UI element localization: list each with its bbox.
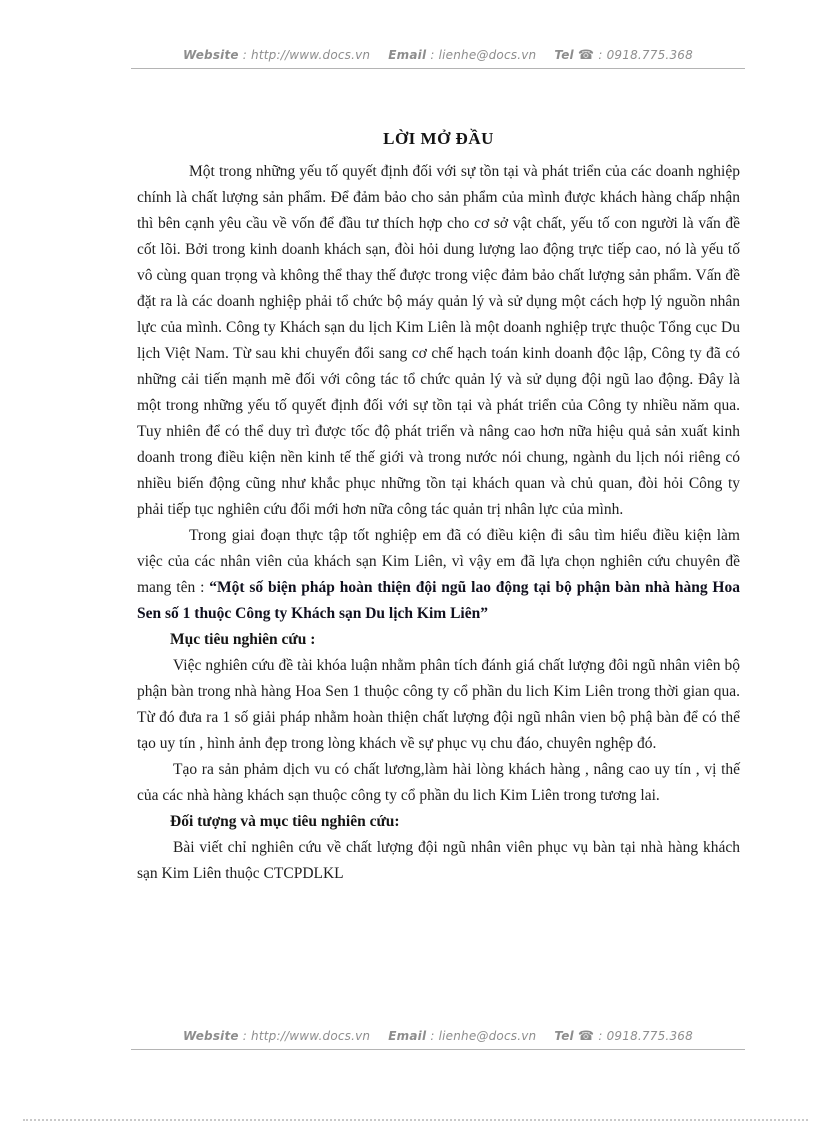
paragraph-intro: Một trong những yếu tố quyết định đối với sự tồn tại và phát triển của các doanh nghiệp chính là chất lượng sản phẩm. Để đảm bảo cho sản phẩm của mình được khách hàng chấp nhận thì bên cạnh yêu cầu về vốn để đầu tư thích hợp cho cơ sở vật chất, yếu tố con người là vấn đề cốt lõi. Bởi trong kinh doanh khách sạn, đòi hỏi dung lượng lao động trực tiếp cao, nó là yếu tố vô cùng quan trọng và không thể thay thế được trong việc đảm bảo chất lượng sản phẩm. Vấn đề đặt ra là các doanh nghiệp phải tổ chức bộ máy quản lý và sử dụng một cách hợp lý nguồn nhân lực của mình. Công ty Khách sạn du lịch Kim Liên là một doanh nghiệp trực thuộc Tổng cục Du lịch Việt Nam. Từ sau khi chuyển đổi sang cơ chế hạch toán kinh doanh độc lập, Công ty đã có những cải tiến mạnh mẽ đối với công tác tổ chức quản lý và sử dụng đội ngũ lao động. Đây là một trong những yếu tố quyết định đối với sự tồn tại và phát triển của Công ty nhiều năm qua. Tuy nhiên để có thể duy trì được tốc độ phát triển và nâng cao hơn nữa hiệu quả sản xuất kinh doanh trong điều kiện nền kinh tế thế giới và trong nước nói chung, ngành du lịch nói riêng có nhiều biến động cũng như khắc phục những tồn tại khách quan và chủ quan, đòi hỏi Công ty phải tiếp tục nghiên cứu đổi mới hơn nữa công tác quản trị nhân lực của mình.: [137, 163, 740, 518]
footer-tel-number: : 0918.775.368: [598, 1029, 693, 1043]
telephone-icon: ☎: [577, 48, 595, 63]
paragraph-muc-tieu-1: Việc nghiên cứu đề tài khóa luận nhằm phân tích đánh giá chất lượng đôi ngũ nhân viên bộ phận bàn trong nhà hàng Hoa Sen 1 thuộc công ty cổ phần du lich Kim Liên trong thời gian qua. Từ đó đưa ra 1 số giải pháp nhằm hoàn thiện chất lượng đội ngũ nhân vien bộ phậ bàn để có thể tạo uy tín , hình ảnh đẹp trong lòng khách về sự phục vụ chu đáo, chuyên nghệp đó.: [137, 657, 740, 752]
document-body: [137, 126, 740, 887]
page-header: [131, 48, 745, 69]
paragraph-topic: [137, 523, 740, 627]
footer-email-value: : lienhe@docs.vn: [430, 1029, 537, 1043]
header-email-label: Email: [388, 48, 427, 62]
page-title: LỜI MỞ ĐẦU: [383, 129, 494, 148]
heading-doi-tuong: Đối tượng và mục tiêu nghiên cứu:: [170, 813, 400, 830]
paragraph-doi-tuong: Bài viết chỉ nghiên cứu về chất lượng đội ngũ nhân viên phục vụ bàn tại nhà hàng khách sạn Kim Liên thuộc CTCPDLKL: [137, 839, 740, 882]
scan-edge-dotted-line: [23, 1119, 808, 1121]
footer-tel-label: Tel: [554, 1029, 574, 1043]
paragraph-topic-prefix: Trong giai đoạn thực tập tốt nghiệp em đã có điều kiện đi sâu tìm hiểu điều kiện làm việc của các nhân viên của khách sạn Kim Liên, vì vậy em đã lựa chọn nghiên cứu chuyên đề mang tên :: [137, 527, 740, 596]
footer-website-label: Website: [183, 1029, 239, 1043]
footer-website-url: : http://www.docs.vn: [242, 1029, 371, 1043]
page-footer: [131, 1029, 745, 1050]
header-website-label: Website: [183, 48, 239, 62]
heading-muc-tieu: Mục tiêu nghiên cứu :: [170, 631, 316, 648]
thesis-title-bold-run: “Một số biện pháp hoàn thiện đội ngũ lao động tại bộ phận bàn nhà hàng Hoa Sen số 1 thuộc Công ty Khách sạn Du lịch Kim Liên”: [137, 579, 740, 622]
footer-email-label: Email: [388, 1029, 427, 1043]
telephone-icon: ☎: [577, 1029, 595, 1044]
header-tel-number: : 0918.775.368: [598, 48, 693, 62]
header-email-value: : lienhe@docs.vn: [430, 48, 537, 62]
paragraph-muc-tieu-2: Tạo ra sản phảm dịch vu có chất lương,làm hài lòng khách hàng , nâng cao uy tín , vị thế của các nhà hàng khách sạn thuộc công ty cổ phần du lich Kim Liên trong tương lai.: [137, 761, 740, 804]
header-website-url: : http://www.docs.vn: [242, 48, 371, 62]
header-tel-label: Tel: [554, 48, 574, 62]
